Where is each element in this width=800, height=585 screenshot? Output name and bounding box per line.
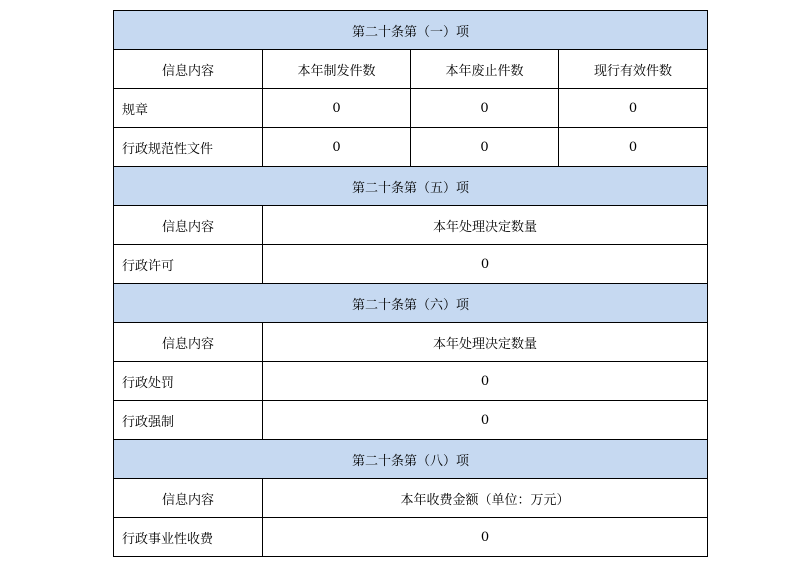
cell-value: 0 bbox=[263, 128, 411, 167]
column-header-issued-count: 本年制发件数 bbox=[263, 50, 411, 89]
cell-value: 0 bbox=[559, 89, 708, 128]
cell-value: 0 bbox=[411, 89, 559, 128]
row-label: 行政规范性文件 bbox=[114, 128, 263, 167]
column-header-row-2 bbox=[114, 206, 708, 245]
section-title-4: 第二十条第（八）项 bbox=[114, 440, 708, 479]
section-title-1: 第二十条第（一）项 bbox=[114, 11, 708, 50]
section-header-1 bbox=[114, 11, 708, 50]
column-header-info-content: 信息内容 bbox=[114, 206, 263, 245]
table-row bbox=[114, 518, 708, 557]
cell-value: 0 bbox=[263, 245, 708, 284]
cell-value: 0 bbox=[263, 401, 708, 440]
section-title-2: 第二十条第（五）项 bbox=[114, 167, 708, 206]
table-row bbox=[114, 89, 708, 128]
cell-value: 0 bbox=[263, 89, 411, 128]
cell-value: 0 bbox=[411, 128, 559, 167]
column-header-info-content: 信息内容 bbox=[114, 50, 263, 89]
column-header-effective-count: 现行有效件数 bbox=[559, 50, 708, 89]
column-header-decision-count: 本年处理决定数量 bbox=[263, 206, 708, 245]
cell-value: 0 bbox=[559, 128, 708, 167]
column-header-row-4 bbox=[114, 479, 708, 518]
section-header-2 bbox=[114, 167, 708, 206]
row-label: 行政强制 bbox=[114, 401, 263, 440]
row-label: 行政许可 bbox=[114, 245, 263, 284]
column-header-decision-count: 本年处理决定数量 bbox=[263, 323, 708, 362]
cell-value: 0 bbox=[263, 362, 708, 401]
column-header-row-3 bbox=[114, 323, 708, 362]
table-row bbox=[114, 401, 708, 440]
row-label: 行政事业性收费 bbox=[114, 518, 263, 557]
section-header-4 bbox=[114, 440, 708, 479]
section-title-3: 第二十条第（六）项 bbox=[114, 284, 708, 323]
cell-value: 0 bbox=[263, 518, 708, 557]
table-row bbox=[114, 128, 708, 167]
column-header-info-content: 信息内容 bbox=[114, 323, 263, 362]
table-row bbox=[114, 362, 708, 401]
column-header-info-content: 信息内容 bbox=[114, 479, 263, 518]
row-label: 规章 bbox=[114, 89, 263, 128]
table-row bbox=[114, 245, 708, 284]
section-header-3 bbox=[114, 284, 708, 323]
column-header-repealed-count: 本年废止件数 bbox=[411, 50, 559, 89]
disclosure-table bbox=[113, 10, 708, 557]
column-header-row-1 bbox=[114, 50, 708, 89]
row-label: 行政处罚 bbox=[114, 362, 263, 401]
column-header-fee-amount: 本年收费金额（单位：万元） bbox=[263, 479, 708, 518]
